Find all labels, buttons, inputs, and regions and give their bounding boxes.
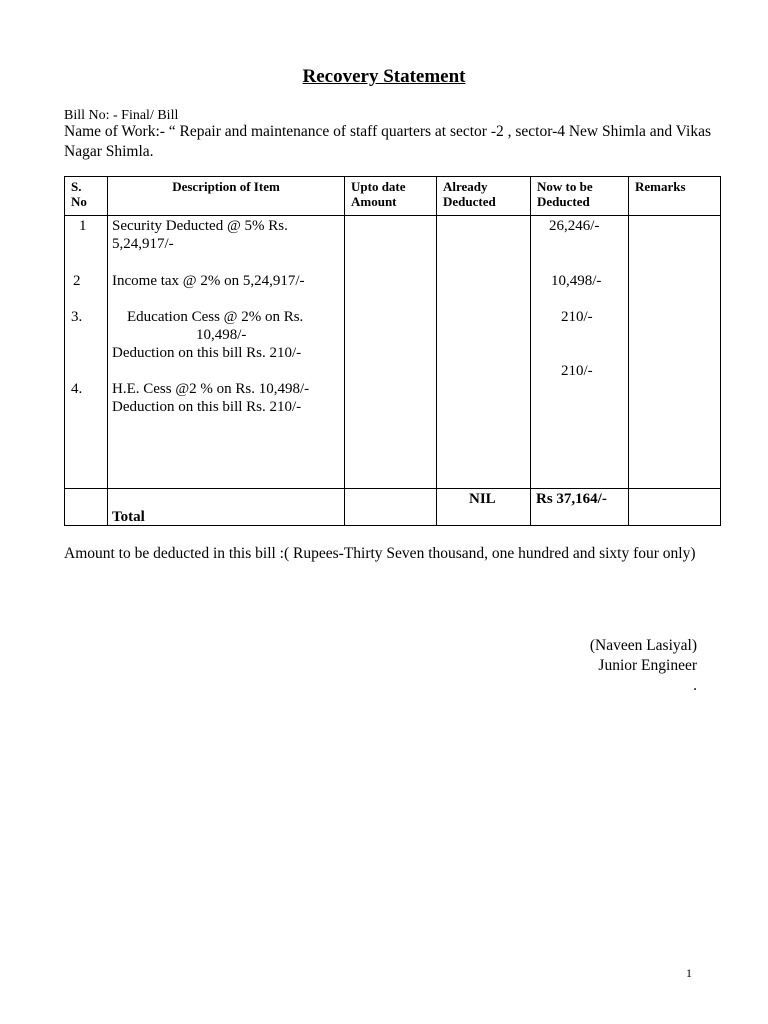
header-remarks: Remarks bbox=[629, 177, 721, 216]
row-2-desc: Income tax @ 2% on 5,24,917/- bbox=[112, 273, 305, 289]
row-4-desc-line-2: Deduction on this bill Rs. 210/- bbox=[112, 399, 302, 415]
table-body-row bbox=[65, 216, 721, 489]
row-4-desc-line-1: H.E. Cess @2 % on Rs. 10,498/- bbox=[112, 381, 310, 397]
table-header-row bbox=[65, 177, 721, 216]
header-already-deducted: Already Deducted bbox=[437, 177, 531, 216]
name-of-work: Name of Work:- “ Repair and maintenance of staff quarters at sector -2 , sector-4 New Shimla and Vikas Nagar Shimla. bbox=[64, 123, 712, 160]
recovery-table bbox=[64, 176, 721, 526]
row-3-sno: 3. bbox=[71, 309, 83, 325]
total-already-cell bbox=[437, 489, 531, 526]
row-1-desc-line-2: 5,24,917/- bbox=[112, 236, 174, 252]
bill-number: Bill No: - Final/ Bill bbox=[64, 108, 179, 123]
row-3-desc-line-3: Deduction on this bill Rs. 210/- bbox=[112, 345, 302, 361]
total-now-value: Rs 37,164/- bbox=[536, 491, 607, 507]
amount-in-words: Amount to be deducted in this bill :( Rupees-Thirty Seven thousand, one hundred and sixty four only) bbox=[64, 545, 696, 562]
page-title: Recovery Statement bbox=[302, 66, 466, 87]
total-label: Total bbox=[112, 509, 145, 525]
signature-dot: . bbox=[693, 677, 697, 694]
row-2-now: 10,498/- bbox=[551, 273, 602, 289]
header-sno: S. No bbox=[65, 177, 108, 216]
signature-block bbox=[480, 636, 697, 696]
row-2-sno: 2 bbox=[73, 273, 81, 289]
page-number: 1 bbox=[686, 966, 692, 980]
row-1-sno: 1 bbox=[79, 218, 87, 234]
table-total-row bbox=[65, 489, 721, 526]
remarks-cell bbox=[629, 216, 721, 489]
header-upto-date-amount: Upto date Amount bbox=[345, 177, 437, 216]
total-sno-cell bbox=[65, 489, 108, 526]
total-now-cell bbox=[531, 489, 629, 526]
signatory-designation: Junior Engineer bbox=[598, 657, 697, 674]
row-3-now: 210/- bbox=[561, 309, 593, 325]
upto-date-cell bbox=[345, 216, 437, 489]
now-to-be-deducted-cell bbox=[531, 216, 629, 489]
row-3-desc-line-1: Education Cess @ 2% on Rs. bbox=[127, 309, 304, 325]
total-already-value: NIL bbox=[469, 491, 496, 507]
row-3-desc-line-2: 10,498/- bbox=[196, 327, 247, 343]
header-now-to-be-deducted: Now to be Deducted bbox=[531, 177, 629, 216]
header-description: Description of Item bbox=[108, 177, 345, 216]
signatory-name: (Naveen Lasiyal) bbox=[589, 637, 697, 654]
description-cell bbox=[108, 216, 345, 489]
row-4-sno: 4. bbox=[71, 381, 83, 397]
sno-cell bbox=[65, 216, 108, 489]
row-1-now: 26,246/- bbox=[549, 218, 600, 234]
row-1-desc-line-1: Security Deducted @ 5% Rs. bbox=[112, 218, 288, 234]
already-deducted-cell bbox=[437, 216, 531, 489]
total-remarks-cell bbox=[629, 489, 721, 526]
total-upto-date-cell bbox=[345, 489, 437, 526]
total-label-cell bbox=[108, 489, 345, 526]
row-4-now: 210/- bbox=[561, 363, 593, 379]
